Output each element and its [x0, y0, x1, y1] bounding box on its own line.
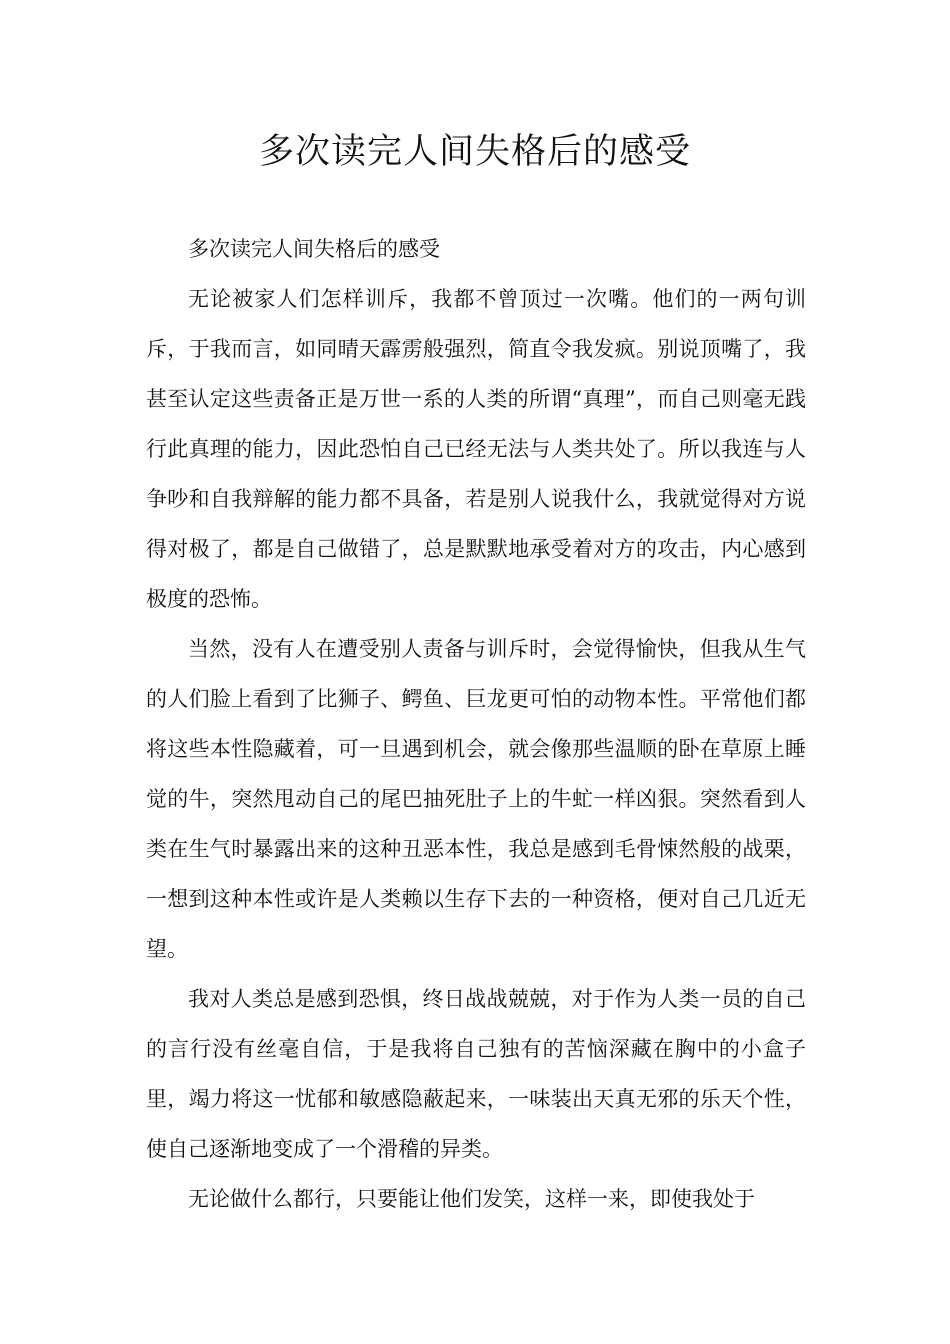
document-body — [146, 224, 806, 1224]
paragraph: 我对人类总是感到恐惧，终日战战兢兢，对于作为人类一员的自己的言行没有丝毫自信，于是我将自己独有的苦恼深藏在胸中的小盒子里，竭力将这一忧郁和敏感隐蔽起来，一味装出天真无邪的乐天个性，使自己逐渐地变成了一个滑稽的异类。 — [146, 987, 806, 1161]
paragraph: 无论被家人们怎样训斥，我都不曾顶过一次嘴。他们的一两句训斥，于我而言，如同晴天霹雳般强烈，简直令我发疯。别说顶嘴了，我甚至认定这些责备正是万世一系的人类的所谓“真理”，而自己则毫无践行此真理的能力，因此恐怕自己已经无法与人类共处了。所以我连与人争吵和自我辩解的能力都不具备，若是别人说我什么，我就觉得对方说得对极了，都是自己做错了，总是默默地承受着对方的攻击，内心感到极度的恐怖。 — [146, 287, 806, 611]
paragraph: 无论做什么都行，只要能让他们发笑，这样一来，即使我处于 — [188, 1187, 755, 1211]
paragraph-subtitle: 多次读完人间失格后的感受 — [188, 237, 440, 261]
document-title: 多次读完人间失格后的感受 — [258, 132, 691, 172]
paragraph: 当然，没有人在遭受别人责备与训斥时，会觉得愉快，但我从生气的人们脸上看到了比狮子、鳄鱼、巨龙更可怕的动物本性。平常他们都将这些本性隐藏着，可一旦遇到机会，就会像那些温顺的卧在草原上睡觉的牛，突然甩动自己的尾巴抽死肚子上的牛虻一样凶狠。突然看到人类在生气时暴露出来的这种丑恶本性，我总是感到毛骨悚然般的战栗，一想到这种本性或许是人类赖以生存下去的一种资格，便对自己几近无望。 — [146, 637, 806, 961]
